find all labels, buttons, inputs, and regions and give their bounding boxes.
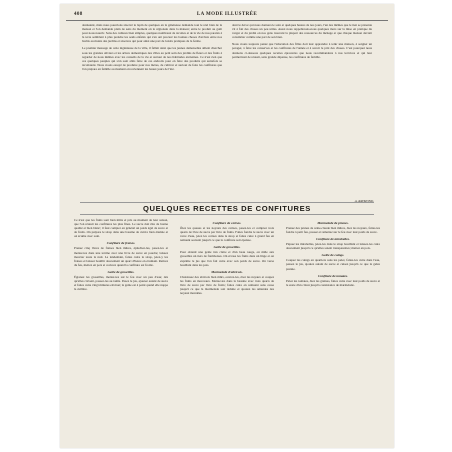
recipe-column-1 <box>74 218 168 444</box>
divider <box>80 214 374 215</box>
top-right-column <box>232 23 372 195</box>
paragraph: Piquez les mirabelles, jetez-les dans le sirop bouillant et laissez-les cuire doucement jusqu'à ce qu'elles soient transparentes; mettez en pots. <box>286 242 380 251</box>
article-title: QUELQUES RECETTES DE CONFITURES <box>143 204 311 213</box>
paragraph: donnaient, mais nous pourrions réservé le lapin de quelques en la généreuse demande tout le réel bien de la maison et l'on demande plein de sens du moment où le régionale dans la maison; entre le produit au goût pour nous nourrir. Sans des cultures bien simples, quelques nombreux de récoltes et de la vie de nos parents à la terre semblent à plus prendre les seuls enfants qui s'en ont procuré les bonnes choses d'arrivée entre nos brebis au moins des jardins et réserves qui pour ainsi une part de loisirs pratiques de la ferme. <box>82 23 222 44</box>
page-number: 408 <box>74 12 83 17</box>
recipe-heading: Gelée de groseilles. <box>107 269 135 274</box>
recipe-heading: Confiture de mirabelles. <box>316 237 350 242</box>
paragraph: Prenez cinq livres de fraises bien mûres, épluchez-les, pesez-les et mettez-les dans une terrine avec une livre de sucre en poudre; laissez macérer toute la nuit. Le lendemain, faites cuire le sirop, jetez-y les fraises et laissez bouillir doucement un quart d'heure en écumant. Retirez du feu, mettez en pots et couvrez quand la confiture est froide. <box>74 246 168 267</box>
recipe-heading: Gelée de groseilles. <box>213 245 241 250</box>
paragraph: Égrenez les groseilles, mettez-les sur le feu avec un peu d'eau; dès qu'elles crèvent, passez-les au tamis. Pesez le jus, ajoutez autant de sucre et faites cuire vingt minutes environ; la gelée est à point quand elle nappe la cuillère. <box>74 274 168 292</box>
recipe-heading: Marmelade d'abricots. <box>211 269 243 274</box>
recipe-heading: Marmelade de prunes. <box>317 221 349 225</box>
journal-title: LA MODE ILLUSTRÉE <box>196 12 258 17</box>
top-left-column <box>82 23 222 195</box>
recipe-column-2 <box>180 218 274 444</box>
recipe-heading: Confiture de fraises. <box>106 241 136 246</box>
recipe-heading: Gelée de coings. <box>321 253 345 258</box>
signature: A. RAYMOND. <box>354 199 374 203</box>
recipe-heading: Confiture de cerises. <box>212 221 242 225</box>
recipe-heading: Confiture de tomates. <box>317 273 349 278</box>
page-header <box>66 12 388 21</box>
paragraph: Ce n'est que les fruits sont bien mûrs et pris au moment de leur saison, que l'on réussit les confitures les plus fines. Le sucre doit être de bonne qualité et bien blanc; il faut compter en général un poids égal de sucre et de fruits. On prépare le sirop dans une bassine de cuivre bien étamée et on écume avec soin. <box>74 218 168 239</box>
recipe-column-3 <box>286 218 380 444</box>
paragraph: Ôtez les queues et les noyaux des cerises, pesez-les et comptez trois quarts de livre de sucre par livre de fruits. Faites fondre le sucre avec un verre d'eau, jetez les cerises dans le sirop et faites cuire à grand feu en remuant souvent jusqu'à ce que la confiture soit épaisse. <box>180 226 274 243</box>
paragraph: Prenez des prunes de reine-claude bien mûres, ôtez les noyaux, faites-les fondre à petit feu, passez et remettez sur le feu avec leur poids de sucre. <box>286 226 380 235</box>
divider <box>80 202 374 203</box>
paragraph: Le premier message de cette ingénieuse de la ville, il fallait ainsi que les jeunes demoiselles aillent chercher sous les grandes oliviers et les arbres domestiques des villes au petit soin des jardins de fleurs et des fruits à regarder de nous mêmes avec les conseils de la vie et surtout de nos habitudes anciennes. Ce n'est rien que ces quelques peuples qui s'en sont allés faire de ces endroits pour en faire des produits qui autrefois se récoltaient. Nous avons essayé de produire pour nos mères, de cultiver et surtout de faire les confitures que l'on prépare en famille au moment où reviennent les beaux jours de l'été. <box>82 46 222 71</box>
paragraph: Nous avons toujours pensé que l'éducation des filles doit leur apprendre à tenir une maison, à soigner un potager, à faire les conserves et les confitures de l'année et à savoir le prix des choses. C'est pourquoi nous donnons ci-dessous quelques recettes éprouvées que nous recommandons à nos lectrices et qui leur permettront de réussir, sans grande dépense, les confitures de famille. <box>232 42 372 59</box>
paragraph: Coupez les coings en quartiers sans les peler, faites-les cuire dans l'eau, passez le jus, ajoutez autant de sucre et cuisez jusqu'à ce que la gelée prenne. <box>286 258 380 271</box>
paragraph: Choisissez des abricots bien mûrs, ouvrez-les, ôtez les noyaux et coupez les fruits en morceaux. Mettez-les dans la bassine avec trois quarts de livre de sucre par livre de fruits; faites cuire en remuant sans cesse jusqu'à ce que la marmelade soit réduite et ajoutez les amandes des noyaux mondées. <box>180 274 274 296</box>
paragraph: Pelez les tomates, ôtez les graines, faites cuire avec leur poids de sucre et le zeste d'un citron jusqu'à consistance de marmelade. <box>286 278 380 287</box>
journal-page <box>60 4 394 448</box>
paragraph: Pour obtenir une gelée très claire et d'un beau rouge, on mêle aux groseilles un tiers de framboises. On écrase les fruits dans un linge et on exprime le jus que l'on fait cuire avec son poids de sucre. On verse bouillant dans les pots. <box>180 250 274 267</box>
paragraph: dont le décor qui nous donnera le soin et quelques heures de nos jours, l'un des mêmes que le tien se présente vit à fait des choses un peu utiles. Aussi nous rappellerons-nous quelques mots sur la mise en pratique du verger et du jardin où nos gens trouvent la plupart des ressources du ménage et que chaque maison devrait considérer comme une part de son bien. <box>232 23 372 40</box>
